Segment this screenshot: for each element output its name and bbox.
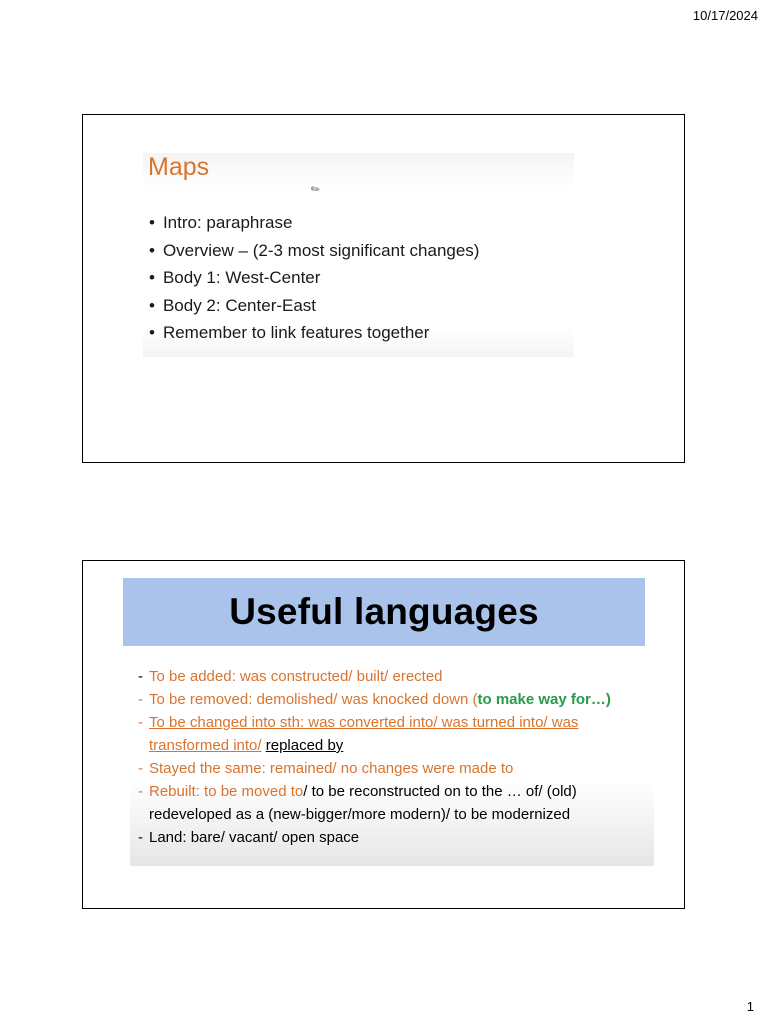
item-text: Stayed the same: remained/ no changes were made to (149, 760, 514, 777)
dash-marker: - (138, 714, 143, 731)
list-item (138, 688, 611, 711)
print-date: 10/17/2024 (692, 8, 758, 23)
slide-maps (82, 114, 685, 463)
item-text-dark: replaced by (265, 737, 344, 754)
dash-marker: - (138, 691, 143, 708)
item-text-dark: redeveloped as a (new-bigger/more modern)/ to be modernized (149, 806, 571, 823)
dash-marker: - (138, 829, 143, 846)
slide-content-panel (130, 661, 654, 866)
slide-content-panel (143, 153, 574, 357)
bullet-item: • Remember to link features together (149, 319, 479, 347)
slide-title-banner (123, 578, 645, 646)
list-item (138, 757, 611, 780)
page-number: 1 (746, 999, 754, 1014)
list-item (138, 826, 611, 849)
bullet-list (149, 209, 479, 347)
dash-marker: - (138, 760, 143, 777)
bullet-item: • Intro: paraphrase (149, 209, 479, 237)
bullet-item: • Body 1: West-Center (149, 264, 479, 292)
list-item (138, 665, 611, 688)
list-item-continuation (138, 803, 611, 826)
item-text: To be changed into sth: was converted into/ was turned into/ was (149, 714, 579, 731)
item-text-highlight: to make way for…) (477, 691, 611, 708)
list-item-continuation (138, 734, 611, 757)
bullet-item: • Overview – (2-3 most significant changes) (149, 237, 479, 265)
pen-cursor-icon: ✎ (308, 182, 324, 198)
slide-title: Useful languages (229, 591, 539, 632)
dash-marker: - (138, 783, 143, 800)
item-text: transformed into/ (149, 737, 262, 754)
list-item (138, 711, 611, 734)
slide-useful-languages (82, 560, 685, 909)
item-text: To be removed: demolished/ was knocked down ( (149, 691, 478, 708)
list-item (138, 780, 611, 803)
item-text: Land: bare/ vacant/ open space (149, 829, 360, 846)
slide-title: Maps (148, 153, 210, 181)
item-text: Rebuilt: to be moved to (149, 783, 304, 800)
item-text-dark: / to be reconstructed on to the … of/ (old) (303, 783, 577, 800)
item-text: To be added: was constructed/ built/ erected (149, 668, 443, 685)
dash-marker: - (138, 668, 143, 685)
bullet-item: • Body 2: Center-East (149, 292, 479, 320)
phrase-list (138, 665, 611, 849)
